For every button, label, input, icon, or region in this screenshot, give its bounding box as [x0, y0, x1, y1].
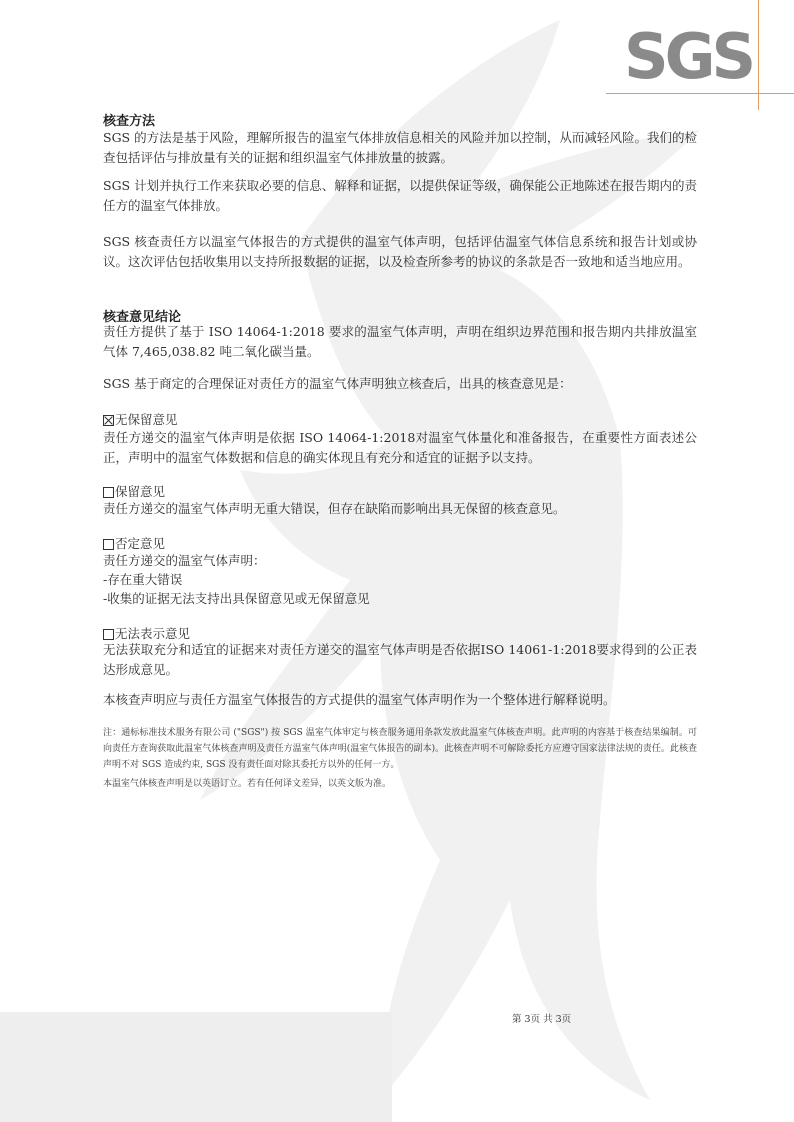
option-text: 责任方递交的温室气体声明无重大错误，但存在缺陷而影响出具无保留的核查意见。: [103, 501, 566, 516]
sgs-logo: [606, 0, 794, 110]
option-title: 无保留意见: [115, 412, 178, 427]
method-heading: 核查方法: [103, 114, 156, 129]
option-text: 无法获取充分和适宜的证据来对责任方递交的温室气体声明是否依据ISO 14061-1:2018要求得到的公正表达形成意见。: [103, 642, 697, 677]
option-text: 责任方递交的温室气体声明：: [103, 553, 266, 568]
logo-text: SGS: [624, 20, 753, 93]
option-bullet: -存在重大错误: [103, 572, 183, 587]
method-paragraph-3: SGS 核查责任方以温室气体报告的方式提供的温室气体声明，包括评估温室气体信息系统和报告计划或协议。这次评估包括收集用以支持所报数据的证据，以及检查所参考的协议的条款是否一致地和适当地应用。: [103, 234, 697, 269]
unchecked-checkbox-icon: [103, 487, 114, 498]
checked-checkbox-icon: [103, 415, 114, 426]
logo-horizontal-line: [606, 93, 794, 94]
method-paragraph-2: SGS 计划并执行工作来获取必要的信息、解释和证据，以提供保证等级，确保能公正地陈述在报告期内的责任方的温室气体排放。: [103, 178, 697, 213]
unchecked-checkbox-icon: [103, 539, 114, 550]
conclusion-heading: 核查意见结论: [103, 310, 182, 325]
page-number: 第 3页 共 3页: [512, 1014, 572, 1025]
conclusion-paragraph-2: SGS 基于商定的合理保证对责任方的温室气体声明独立核查后，出具的核查意见是：: [103, 376, 572, 391]
method-paragraph-1: SGS 的方法是基于风险，理解所报告的温室气体排放信息相关的风险并加以控制，从而减轻风险。我们的检查包括评估与排放量有关的证据和组织温室气体排放量的披露。: [103, 130, 697, 165]
option-bullet: -收集的证据无法支持出具保留意见或无保留意见: [103, 591, 370, 606]
option-title: 否定意见: [115, 536, 166, 551]
footnote: 注：通标标准技术服务有限公司 ("SGS") 按 SGS 温室气体审定与核查服务通用条款发放此温室气体核查声明。此声明的内容基于核查结果编制。可向责任方查询获取此温室气体核查声明及责任方温室气体声明(温室气体报告的副本)。此核查声明不可解除委托方应遵守国家法律法规的责任。此核查声明不对 SGS 造成约束, SGS 没有责任面对除其委托方以外的任何一方。: [103, 728, 697, 770]
whole-statement-paragraph: 本核查声明应与责任方温室气体报告的方式提供的温室气体声明作为一个整体进行解释说明。: [103, 692, 616, 707]
option-text: 责任方递交的温室气体声明是依据 ISO 14064-1:2018对温室气体量化和准备报告，在重要性方面表述公正，声明中的温室气体数据和信息的确实体现且有充分和适宜的证据予以支持。: [103, 430, 697, 465]
conclusion-paragraph-1: 责任方提供了基于 ISO 14064-1:2018 要求的温室气体声明，声明在组织边界范围和报告期内共排放温室气体 7,465,038.82 吨二氧化碳当量。: [103, 324, 697, 359]
option-title: 保留意见: [115, 484, 166, 499]
option-unqualified: [103, 410, 178, 430]
language-note: 本温室气体核查声明是以英语订立。若有任何译文差异，以英文版为准。: [103, 779, 392, 789]
unchecked-checkbox-icon: [103, 629, 114, 640]
option-title: 无法表示意见: [115, 626, 191, 641]
bottom-gray-band: [0, 1012, 392, 1122]
